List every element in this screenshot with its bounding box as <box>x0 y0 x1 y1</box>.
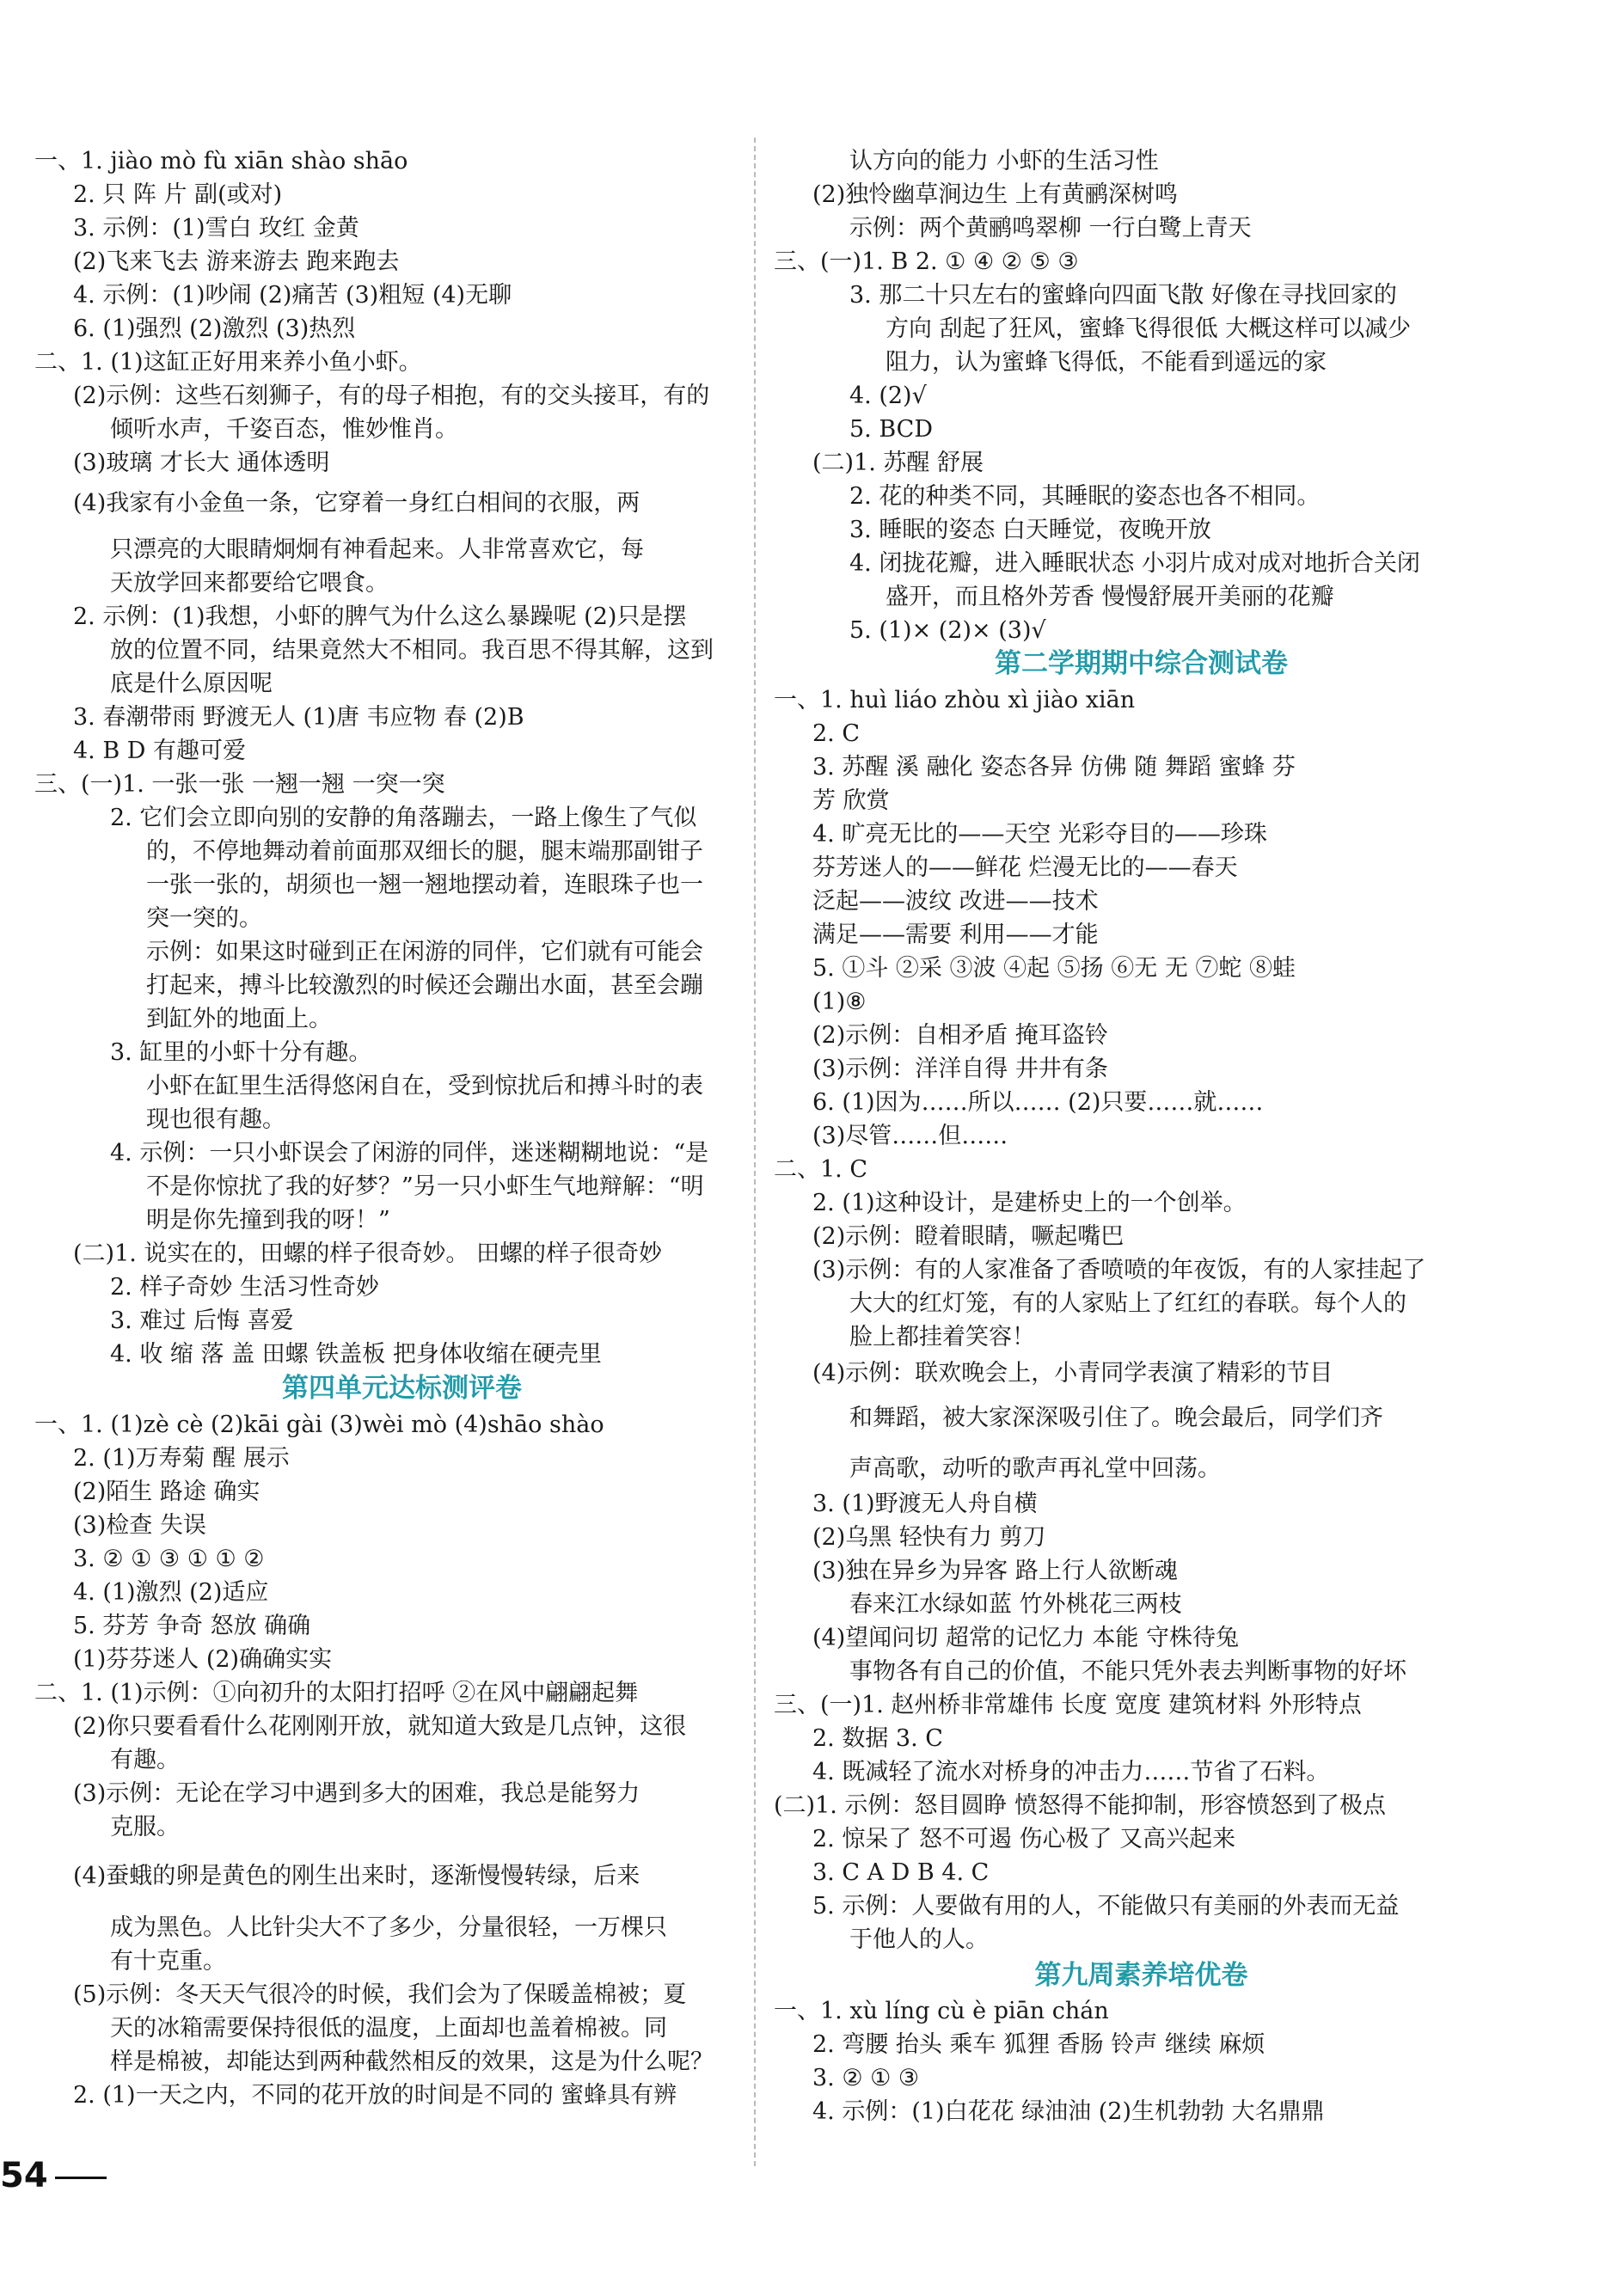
answer-line: (1)⑧ <box>812 989 867 1015</box>
answer-line: 现也很有趣。 <box>146 1106 285 1133</box>
answer-line: 春来江水绿如蓝 竹外桃花三两枝 <box>849 1591 1182 1618</box>
answer-line: (2)示例：自相矛盾 掩耳盗铃 <box>812 1022 1108 1049</box>
answer-line: 天的冰箱需要保持很低的温度，上面却也盖着棉被。同 <box>110 2015 667 2042</box>
answer-line: 6. (1)因为……所以…… (2)只要……就…… <box>812 1089 1264 1116</box>
answer-line: 阻力，认为蜜蜂飞得低，不能看到遥远的家 <box>886 349 1327 376</box>
answer-line: 3. 缸里的小虾十分有趣。 <box>110 1039 372 1066</box>
answer-line: 脸上都挂着笑容！ <box>849 1324 1035 1350</box>
answer-line: 芳 欣赏 <box>812 787 890 814</box>
answer-line: (2)飞来飞去 游来游去 跑来跑去 <box>73 248 400 275</box>
answer-line: (2)陌生 路途 确实 <box>73 1479 260 1505</box>
answer-line: 5. ①斗 ②采 ③波 ④起 ⑤扬 ⑥无 无 ⑦蛇 ⑧蛙 <box>812 955 1296 982</box>
answer-line: 3. 示例：(1)雪白 玫红 金黄 <box>73 215 359 242</box>
answer-line: 一、1. xù líng cù è piān chán <box>774 1998 1109 2024</box>
answer-line: 3. 春潮带雨 野渡无人 (1)唐 韦应物 春 (2)B <box>73 704 524 731</box>
answer-line: 3. 苏醒 溪 融化 姿态各异 仿佛 随 舞蹈 蜜蜂 芬 <box>812 754 1296 781</box>
answer-line: 和舞蹈，被大家深深吸引住了。晚会最后，同学们齐 <box>849 1405 1383 1431</box>
answer-line: 4. (1)激烈 (2)适应 <box>73 1579 269 1606</box>
answer-line: 2. (1)一天之内，不同的花开放的时间是不同的 蜜蜂具有辨 <box>73 2082 677 2109</box>
answer-line: (3)示例：洋洋自得 井井有条 <box>812 1056 1108 1082</box>
answer-line: 2. (1)这种设计，是建桥史上的一个创举。 <box>812 1190 1247 1216</box>
answer-line: 5. 示例：人要做有用的人，不能做只有美丽的外表而无益 <box>812 1893 1400 1920</box>
answer-line: 成为黑色。人比针尖大不了多少，分量很轻，一万棵只 <box>110 1914 667 1941</box>
answer-line: (2)乌黑 轻快有力 剪刀 <box>812 1524 1046 1551</box>
answer-line: 2. 弯腰 抬头 乘车 狐狸 香肠 铃声 继续 麻烦 <box>812 2031 1265 2058</box>
answer-line: (4)示例：联欢晚会上，小青同学表演了精彩的节目 <box>812 1360 1333 1387</box>
page-number-rule <box>55 2177 107 2179</box>
answer-line: 一张一张的，胡须也一翘一翘地摆动着，连眼珠子也一 <box>146 872 703 898</box>
answer-line: (3)玻璃 才长大 通体透明 <box>73 450 330 476</box>
answer-line: 3. C A D B 4. C <box>812 1859 990 1886</box>
answer-line: 认方向的能力 小虾的生活习性 <box>849 148 1159 175</box>
answer-line: 芬芳迷人的——鲜花 烂漫无比的——春天 <box>812 854 1238 881</box>
answer-line: (4)望闻问切 超常的记忆力 本能 守株待兔 <box>812 1625 1239 1651</box>
answer-line: 3. (1)野渡无人舟自横 <box>812 1491 1038 1517</box>
answer-line: (二)1. 示例：怒目圆睁 愤怒得不能抑制，形容愤怒到了极点 <box>774 1792 1386 1819</box>
section-title-midterm: 第二学期期中综合测试卷 <box>995 648 1288 679</box>
answer-line: 2. 示例：(1)我想，小虾的脾气为什么这么暴躁呢 (2)只是摆 <box>73 603 687 630</box>
answer-line: 的，不停地舞动着前面那双细长的腿，腿末端那副钳子 <box>146 838 703 865</box>
answer-line: 大大的红灯笼，有的人家贴上了红红的春联。每个人的 <box>849 1290 1406 1317</box>
answer-line: (5)示例：冬天天气很冷的时候，我们会为了保暖盖棉被；夏 <box>73 1981 687 2008</box>
answer-line: (2)独怜幽草涧边生 上有黄鹂深树鸣 <box>812 181 1178 208</box>
answer-line: 2. 样子奇妙 生活习性奇妙 <box>110 1274 379 1301</box>
answer-line: 4. 收 缩 落 盖 田螺 铁盖板 把身体收缩在硬壳里 <box>110 1341 602 1368</box>
answer-line: 2. C <box>812 720 861 747</box>
answer-line: 示例：两个黄鹂鸣翠柳 一行白鹭上青天 <box>849 215 1252 242</box>
answer-line: (3)独在异乡为异客 路上行人欲断魂 <box>812 1558 1178 1584</box>
answer-line: 3. ② ① ③ <box>812 2065 920 2091</box>
answer-line: 放的位置不同，结果竟然大不相同。我百思不得其解，这到 <box>110 637 714 664</box>
answer-line: (4)我家有小金鱼一条，它穿着一身红白相间的衣服，两 <box>73 490 640 517</box>
answer-line: 3. 那二十只左右的蜜蜂向四面飞散 好像在寻找回家的 <box>849 282 1397 309</box>
answer-line: 倾听水声，千姿百态，惟妙惟肖。 <box>110 416 458 443</box>
answer-line: 4. 旷亮无比的——天空 光彩夺目的——珍珠 <box>812 821 1267 848</box>
section-title-unit4: 第四单元达标测评卷 <box>282 1373 522 1404</box>
answer-line: 一、1. (1)zè cè (2)kāi gài (3)wèi mò (4)shāo shào <box>34 1411 604 1438</box>
answer-line: 到缸外的地面上。 <box>146 1006 332 1032</box>
answer-line: 克服。 <box>110 1814 180 1840</box>
answer-line: (二)1. 说实在的，田螺的样子很奇妙。 田螺的样子很奇妙 <box>73 1240 662 1267</box>
column-divider <box>754 138 756 2166</box>
answer-line: 有十克重。 <box>110 1948 226 1975</box>
answer-line: (2)你只要看看什么花刚刚开放，就知道大致是几点钟，这很 <box>73 1713 687 1740</box>
answer-line: (3)示例：无论在学习中遇到多大的困难，我总是能努力 <box>73 1780 640 1807</box>
answer-line: 三、(一)1. 赵州桥非常雄伟 长度 宽度 建筑材料 外形特点 <box>774 1692 1362 1718</box>
answer-line: 有趣。 <box>110 1747 180 1773</box>
answer-line: (3)检查 失误 <box>73 1512 206 1539</box>
answer-line: (1)芬芬迷人 (2)确确实实 <box>73 1646 333 1673</box>
answer-line: 3. 难过 后悔 喜爱 <box>110 1307 294 1334</box>
answer-line: 明是你先撞到我的呀！” <box>146 1207 390 1234</box>
answer-line: 事物各有自己的价值，不能只凭外表去判断事物的好坏 <box>849 1658 1406 1685</box>
answer-line: 4. 既减轻了流水对桥身的冲击力……节省了石料。 <box>812 1759 1330 1785</box>
answer-line: 4. 示例：(1)白花花 绿油油 (2)生机勃勃 大名鼎鼎 <box>812 2098 1325 2125</box>
answer-line: (4)蚕蛾的卵是黄色的刚生出来时，逐渐慢慢转绿，后来 <box>73 1863 640 1889</box>
answer-line: 泛起——波纹 改进——技术 <box>812 888 1099 915</box>
answer-line: 方向 刮起了狂风，蜜蜂飞得很低 大概这样可以减少 <box>886 315 1412 342</box>
answer-line: 4. B D 有趣可爱 <box>73 738 246 764</box>
answer-line: 样是棉被，却能达到两种截然相反的效果，这是为什么呢？ <box>110 2048 714 2075</box>
answer-line: 3. 睡眠的姿态 白天睡觉，夜晚开放 <box>849 517 1211 543</box>
answer-line: 二、1. (1)示例：①向初升的太阳打招呼 ②在风中翩翩起舞 <box>34 1680 639 1706</box>
answer-line: 2. 它们会立即向别的安静的角落蹦去，一路上像生了气似 <box>110 805 697 831</box>
answer-line: 于他人的人。 <box>849 1926 989 1953</box>
answer-line: 3. ② ① ③ ① ① ② <box>73 1546 265 1572</box>
answer-line: 一、1. huì liáo zhòu xì jiào xiān <box>774 687 1136 713</box>
answer-line: (2)示例：这些石刻狮子，有的母子相抱，有的交头接耳，有的 <box>73 383 710 409</box>
section-title-week9: 第九周素养培优卷 <box>1034 1960 1248 1991</box>
answer-line: 5. (1)× (2)× (3)√ <box>849 617 1046 644</box>
answer-line: 底是什么原因呢 <box>110 671 273 697</box>
answer-line: 盛开，而且格外芳香 慢慢舒展开美丽的花瓣 <box>886 584 1334 610</box>
answer-line: 突一突的。 <box>146 905 262 932</box>
answer-line: 4. 示例：一只小虾误会了闲游的同伴，迷迷糊糊地说：“是 <box>110 1140 709 1166</box>
page-number-text: 54 <box>0 2156 48 2195</box>
answer-line: 2. 数据 3. C <box>812 1725 943 1752</box>
answer-line: 天放学回来都要给它喂食。 <box>110 570 389 597</box>
answer-line: 2. 只 阵 片 副(或对) <box>73 181 283 208</box>
answer-line: 声高歌，动听的歌声再礼堂中回荡。 <box>849 1455 1221 1482</box>
answer-line: 二、1. C <box>774 1156 868 1183</box>
answer-line: 示例：如果这时碰到正在闲游的同伴，它们就有可能会 <box>146 939 703 965</box>
answer-line: 2. 惊呆了 怒不可遏 伤心极了 又高兴起来 <box>812 1826 1236 1852</box>
answer-line: 满足——需要 利用——才能 <box>812 922 1099 948</box>
answer-line: (二)1. 苏醒 舒展 <box>812 450 984 476</box>
answer-line: 只漂亮的大眼睛炯炯有神看起来。人非常喜欢它，每 <box>110 536 644 563</box>
answer-line: 打起来，搏斗比较激烈的时候还会蹦出水面，甚至会蹦 <box>146 972 703 999</box>
page-number <box>0 2156 107 2195</box>
answer-line: 2. 花的种类不同，其睡眠的姿态也各不相同。 <box>849 483 1321 510</box>
answer-line: (3)示例：有的人家准备了香喷喷的年夜饭，有的人家挂起了 <box>812 1257 1426 1283</box>
answer-line: 2. (1)万寿菊 醒 展示 <box>73 1445 290 1472</box>
answer-line: (2)示例：瞪着眼睛，噘起嘴巴 <box>812 1223 1125 1250</box>
answer-line: 一、1. jiào mò fù xiān shào shāo <box>34 148 408 175</box>
answer-line: 5. BCD <box>849 416 933 443</box>
answer-line: 4. 闭拢花瓣，进入睡眠状态 小羽片成对成对地折合关闭 <box>849 550 1420 577</box>
answer-line: 5. 芬芳 争奇 怒放 确确 <box>73 1613 311 1639</box>
answer-line: 不是你惊扰了我的好梦？”另一只小虾生气地辩解：“明 <box>146 1173 704 1200</box>
answer-line: 4. 示例：(1)吵闹 (2)痛苦 (3)粗短 (4)无聊 <box>73 282 512 309</box>
answer-line: (3)尽管……但…… <box>812 1123 1008 1149</box>
answer-line: 小虾在缸里生活得悠闲自在，受到惊扰后和搏斗时的表 <box>146 1073 703 1099</box>
answer-line: 6. (1)强烈 (2)激烈 (3)热烈 <box>73 315 356 342</box>
answer-line: 三、(一)1. 一张一张 一翘一翘 一突一突 <box>34 771 445 798</box>
answer-line: 二、1. (1)这缸正好用来养小鱼小虾。 <box>34 349 422 376</box>
answer-line: 4. (2)√ <box>849 383 927 409</box>
answer-line: 三、(一)1. B 2. ① ④ ② ⑤ ③ <box>774 248 1079 275</box>
